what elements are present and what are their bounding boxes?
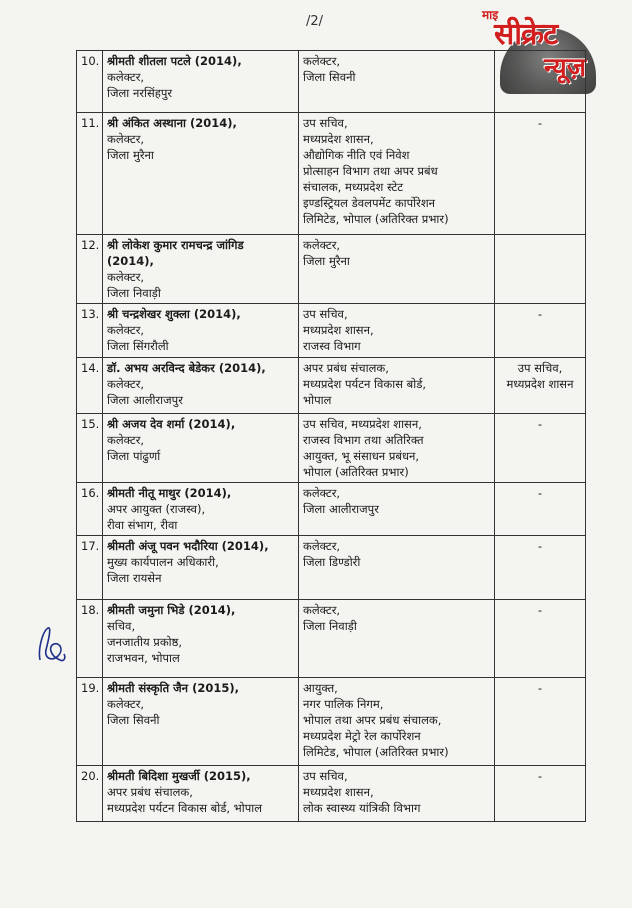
remark-cell bbox=[495, 235, 586, 304]
remark-cell bbox=[495, 414, 586, 483]
new-post-line: भोपाल bbox=[303, 393, 332, 407]
new-post-line: मध्यप्रदेश मेट्रो रेल कार्पोरेशन bbox=[303, 729, 421, 743]
current-post-line: कलेक्टर, bbox=[107, 132, 145, 146]
officer-cell bbox=[103, 766, 299, 822]
officer-name: श्रीमती संस्कृति जैन (2015), bbox=[107, 681, 239, 695]
officer-cell bbox=[103, 414, 299, 483]
new-post-line: अपर प्रबंध संचालक, bbox=[303, 361, 389, 375]
serial-number: 17. bbox=[77, 536, 103, 600]
new-post-cell bbox=[299, 113, 495, 235]
remark-line: - bbox=[537, 539, 543, 553]
logo-small-text: माइ bbox=[482, 8, 499, 22]
new-post-line: लिमिटेड, भोपाल (अतिरिक्त प्रभार) bbox=[303, 745, 449, 759]
remark-cell bbox=[495, 304, 586, 358]
new-post-line: नगर पालिक निगम, bbox=[303, 697, 384, 711]
new-post-line: औद्योगिक नीति एवं निवेश bbox=[303, 148, 410, 162]
remark-line: - bbox=[537, 307, 543, 321]
officer-name: श्री लोकेश कुमार रामचन्द्र जांगिड (2014), bbox=[107, 238, 244, 268]
serial-number: 19. bbox=[77, 678, 103, 766]
table-row bbox=[77, 678, 586, 766]
new-post-line: कलेक्टर, bbox=[303, 486, 341, 500]
current-post-line: कलेक्टर, bbox=[107, 697, 145, 711]
current-post-line: कलेक्टर, bbox=[107, 270, 145, 284]
logo-title-line1: सीक्रेट bbox=[494, 17, 558, 52]
officer-cell bbox=[103, 304, 299, 358]
new-post-cell bbox=[299, 414, 495, 483]
remark-line: - bbox=[537, 603, 543, 617]
remark-line: मध्यप्रदेश शासन bbox=[506, 377, 574, 391]
remark-line: उप सचिव, bbox=[517, 361, 563, 375]
current-post-line: जिला पांढुर्णा bbox=[107, 449, 161, 463]
new-post-cell bbox=[299, 304, 495, 358]
new-post-line: आयुक्त, bbox=[303, 681, 338, 695]
current-post-line: रीवा संभाग, रीवा bbox=[107, 518, 178, 532]
table-row bbox=[77, 51, 586, 113]
new-post-line: संचालक, मध्यप्रदेश स्टेट bbox=[303, 180, 404, 194]
officer-cell bbox=[103, 678, 299, 766]
new-post-cell bbox=[299, 483, 495, 536]
officer-name: श्री अजय देव शर्मा (2014), bbox=[107, 417, 236, 431]
officer-name: श्री अंकित अस्थाना (2014), bbox=[107, 116, 237, 130]
officer-cell bbox=[103, 600, 299, 678]
new-post-line: मध्यप्रदेश शासन, bbox=[303, 323, 374, 337]
serial-number: 16. bbox=[77, 483, 103, 536]
officer-name: डॉ. अभय अरविन्द बेडेकर (2014), bbox=[107, 361, 266, 375]
officer-name: श्रीमती नीतू माथुर (2014), bbox=[107, 486, 232, 500]
serial-number: 13. bbox=[77, 304, 103, 358]
officer-cell bbox=[103, 536, 299, 600]
serial-number: 12. bbox=[77, 235, 103, 304]
page-number: /2/ bbox=[306, 14, 324, 29]
table-row bbox=[77, 600, 586, 678]
current-post-line: कलेक्टर, bbox=[107, 323, 145, 337]
new-post-cell bbox=[299, 600, 495, 678]
new-post-line: प्रोत्साहन विभाग तथा अपर प्रबंध bbox=[303, 164, 438, 178]
new-post-line: जिला आलीराजपुर bbox=[303, 502, 379, 516]
current-post-line: कलेक्टर, bbox=[107, 377, 145, 391]
serial-number: 18. bbox=[77, 600, 103, 678]
current-post-line: सचिव, bbox=[107, 619, 136, 633]
remark-cell bbox=[495, 51, 586, 113]
remark-cell bbox=[495, 766, 586, 822]
serial-number: 14. bbox=[77, 358, 103, 414]
serial-number: 15. bbox=[77, 414, 103, 483]
current-post-line: मुख्य कार्यपालन अधिकारी, bbox=[107, 555, 219, 569]
current-post-line: जिला निवाड़ी bbox=[107, 286, 161, 300]
remark-line: - bbox=[537, 486, 543, 500]
current-post-line: जिला रायसेन bbox=[107, 571, 162, 585]
officer-name: श्री चन्द्रशेखर शुक्ला (2014), bbox=[107, 307, 241, 321]
table-row bbox=[77, 414, 586, 483]
serial-number: 10. bbox=[77, 51, 103, 113]
current-post-line: जिला सिवनी bbox=[107, 713, 160, 727]
table-row bbox=[77, 483, 586, 536]
signature bbox=[34, 620, 70, 666]
remark-line: - bbox=[537, 116, 543, 130]
current-post-line: अपर आयुक्त (राजस्व), bbox=[107, 502, 206, 516]
new-post-cell bbox=[299, 536, 495, 600]
current-post-line: मध्यप्रदेश पर्यटन विकास बोर्ड, भोपाल bbox=[107, 801, 263, 815]
current-post-line: जिला मुरैना bbox=[107, 148, 154, 162]
transfer-table bbox=[76, 50, 586, 822]
officer-cell bbox=[103, 113, 299, 235]
new-post-line: उप सचिव, bbox=[303, 769, 348, 783]
new-post-line: लिमिटेड, भोपाल (अतिरिक्त प्रभार) bbox=[303, 212, 449, 226]
remark-line: - bbox=[537, 769, 543, 783]
remark-cell bbox=[495, 600, 586, 678]
new-post-cell bbox=[299, 358, 495, 414]
officer-name: श्रीमती अंजू पवन भदौरिया (2014), bbox=[107, 539, 269, 553]
table-row bbox=[77, 358, 586, 414]
new-post-line: जिला सिवनी bbox=[303, 70, 356, 84]
new-post-line: भोपाल (अतिरिक्त प्रभार) bbox=[303, 465, 409, 479]
current-post-line: जिला नरसिंहपुर bbox=[107, 86, 173, 100]
table-row bbox=[77, 766, 586, 822]
current-post-line: राजभवन, भोपाल bbox=[107, 651, 180, 665]
logo-title-line2: न्यूज़ bbox=[544, 53, 587, 83]
officer-cell bbox=[103, 51, 299, 113]
new-post-cell bbox=[299, 678, 495, 766]
table-row bbox=[77, 113, 586, 235]
new-post-cell bbox=[299, 766, 495, 822]
remark-cell bbox=[495, 483, 586, 536]
officer-name: श्रीमती जमुना भिडे (2014), bbox=[107, 603, 236, 617]
serial-number: 20. bbox=[77, 766, 103, 822]
officer-name: श्रीमती शीतला पटले (2014), bbox=[107, 54, 242, 68]
table-row bbox=[77, 304, 586, 358]
new-post-line: आयुक्त, भू संसाधन प्रबंधन, bbox=[303, 449, 420, 463]
remark-line: - bbox=[537, 417, 543, 431]
new-post-line: कलेक्टर, bbox=[303, 238, 341, 252]
serial-number: 11. bbox=[77, 113, 103, 235]
remark-cell bbox=[495, 678, 586, 766]
new-post-line: कलेक्टर, bbox=[303, 539, 341, 553]
table-row bbox=[77, 235, 586, 304]
current-post-line: कलेक्टर, bbox=[107, 433, 145, 447]
new-post-cell bbox=[299, 51, 495, 113]
current-post-line: अपर प्रबंध संचालक, bbox=[107, 785, 193, 799]
new-post-line: इण्डस्ट्रियल डेवलपमेंट कार्पोरेशन bbox=[303, 196, 436, 210]
remark-line: - bbox=[537, 681, 543, 695]
new-post-line: जिला डिण्डोरी bbox=[303, 555, 361, 569]
officer-cell bbox=[103, 235, 299, 304]
new-post-line: जिला निवाड़ी bbox=[303, 619, 357, 633]
new-post-cell bbox=[299, 235, 495, 304]
new-post-line: भोपाल तथा अपर प्रबंध संचालक, bbox=[303, 713, 442, 727]
officer-name: श्रीमती बिदिशा मुखर्जी (2015), bbox=[107, 769, 251, 783]
officer-cell bbox=[103, 358, 299, 414]
new-post-line: जिला मुरैना bbox=[303, 254, 350, 268]
current-post-line: जनजातीय प्रकोष्ठ, bbox=[107, 635, 183, 649]
new-post-line: उप सचिव, मध्यप्रदेश शासन, bbox=[303, 417, 422, 431]
remark-cell bbox=[495, 113, 586, 235]
table-row bbox=[77, 536, 586, 600]
remark-cell bbox=[495, 358, 586, 414]
new-post-line: मध्यप्रदेश शासन, bbox=[303, 785, 374, 799]
new-post-line: मध्यप्रदेश पर्यटन विकास बोर्ड, bbox=[303, 377, 426, 391]
new-post-line: उप सचिव, bbox=[303, 116, 348, 130]
new-post-line: राजस्व विभाग bbox=[303, 339, 361, 353]
current-post-line: जिला सिंगरौली bbox=[107, 339, 169, 353]
new-post-line: लोक स्वास्थ्य यांत्रिकी विभाग bbox=[303, 801, 421, 815]
new-post-line: राजस्व विभाग तथा अतिरिक्त bbox=[303, 433, 424, 447]
new-post-line: कलेक्टर, bbox=[303, 54, 341, 68]
officer-cell bbox=[103, 483, 299, 536]
new-post-line: कलेक्टर, bbox=[303, 603, 341, 617]
remark-cell bbox=[495, 536, 586, 600]
current-post-line: जिला आलीराजपुर bbox=[107, 393, 183, 407]
current-post-line: कलेक्टर, bbox=[107, 70, 145, 84]
new-post-line: उप सचिव, bbox=[303, 307, 348, 321]
new-post-line: मध्यप्रदेश शासन, bbox=[303, 132, 374, 146]
